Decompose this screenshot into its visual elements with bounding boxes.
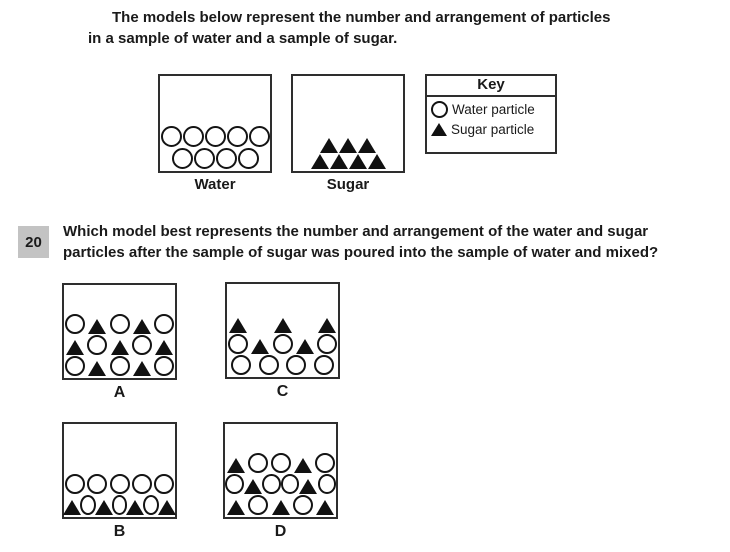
- particle-cell: [131, 361, 153, 376]
- model-figure-water: [158, 74, 272, 193]
- particle-cell: [227, 355, 255, 375]
- water-particle: [80, 495, 96, 515]
- option-figure-b[interactable]: [62, 422, 177, 541]
- water-particle: [227, 126, 248, 147]
- water-particle: [87, 335, 107, 355]
- option-c-label: C: [276, 383, 289, 400]
- particle-cell: [271, 334, 293, 354]
- sugar-particle: [158, 500, 176, 515]
- particle-cell: [226, 126, 248, 147]
- particle-cell: [159, 500, 175, 515]
- water-particle: [161, 126, 182, 147]
- particle-cell: [320, 138, 339, 153]
- particle-cell: [247, 495, 269, 515]
- particle-cell: [314, 453, 336, 473]
- key-entry-sugar-label: Sugar particle: [451, 122, 535, 137]
- water-particle: [154, 314, 174, 334]
- particle-cell: [244, 479, 263, 494]
- key-entry-sugar: [427, 118, 555, 137]
- water-particle: [216, 148, 237, 169]
- water-particle: [248, 453, 268, 473]
- water-particle: [228, 334, 248, 354]
- sugar-model-label: Sugar: [326, 176, 370, 193]
- sugar-particle: [63, 500, 81, 515]
- particle-cell: [283, 355, 311, 375]
- particle-cell: [329, 154, 348, 169]
- particle-cell: [339, 138, 358, 153]
- particle-cell: [271, 318, 293, 333]
- particle-cell: [86, 361, 108, 376]
- sugar-particle: [227, 458, 245, 473]
- intro-text: [88, 7, 688, 49]
- option-figure-d[interactable]: [223, 422, 338, 541]
- particle-cell: [108, 314, 130, 334]
- particle-cell: [237, 148, 259, 169]
- particle-cell: [86, 474, 108, 494]
- particle-cell: [64, 474, 86, 494]
- particle-cell: [269, 500, 291, 515]
- particle-cell: [281, 474, 300, 494]
- water-particle: [205, 126, 226, 147]
- sugar-particle: [296, 339, 314, 354]
- intro-line-2: in a sample of water and a sample of sugar.: [88, 30, 398, 47]
- sugar-particle: [358, 138, 376, 153]
- water-particle-icon: [431, 101, 448, 118]
- option-a-label: A: [113, 384, 126, 401]
- sugar-particle: [320, 138, 338, 153]
- sugar-particle-icon: [431, 123, 447, 136]
- water-particle: [271, 453, 291, 473]
- water-particle: [225, 474, 244, 494]
- particle-cell: [86, 319, 108, 334]
- particle-cell: [204, 126, 226, 147]
- particle-cell: [127, 500, 143, 515]
- particle-cell: [262, 474, 281, 494]
- particle-cell: [64, 500, 80, 515]
- particle-cell: [316, 318, 338, 333]
- sugar-particle: [66, 340, 84, 355]
- particle-cell: [153, 314, 175, 334]
- particle-cell: [255, 355, 283, 375]
- particle-cell: [348, 154, 367, 169]
- water-particle: [65, 474, 85, 494]
- water-particle: [132, 335, 152, 355]
- option-a-model-box[interactable]: [62, 283, 177, 380]
- water-particle: [183, 126, 204, 147]
- particle-cell: [153, 340, 175, 355]
- particle-cell: [171, 148, 193, 169]
- sugar-particle: [368, 154, 386, 169]
- key-entry-water: [427, 97, 555, 118]
- key-box: [425, 74, 557, 154]
- particle-cell: [227, 334, 249, 354]
- particle-cell: [215, 148, 237, 169]
- water-particle: [317, 334, 337, 354]
- particle-cell: [160, 126, 182, 147]
- particle-cell: [225, 474, 244, 494]
- sugar-particle: [274, 318, 292, 333]
- particle-cell: [131, 335, 153, 355]
- water-particle: [194, 148, 215, 169]
- particle-cell: [227, 318, 249, 333]
- water-particle: [65, 356, 85, 376]
- sugar-particle: [272, 500, 290, 515]
- water-particle: [110, 314, 130, 334]
- sugar-particle: [88, 361, 106, 376]
- water-particle: [293, 495, 313, 515]
- sugar-particle: [133, 319, 151, 334]
- particle-cell: [358, 138, 377, 153]
- water-particle: [315, 453, 335, 473]
- particle-cell: [299, 479, 318, 494]
- water-particle: [248, 495, 268, 515]
- option-figure-a[interactable]: [62, 283, 177, 402]
- particle-cell: [143, 495, 159, 515]
- particle-cell: [248, 126, 270, 147]
- option-b-model-box[interactable]: [62, 422, 177, 519]
- water-model-label: Water: [194, 176, 236, 193]
- particle-cell: [292, 458, 314, 473]
- key-title: Key: [427, 76, 555, 97]
- sugar-particle: [229, 318, 247, 333]
- sugar-particle: [95, 500, 113, 515]
- intro-line-1: The models below represent the number and arrangement of particles: [112, 9, 611, 26]
- option-d-model-box[interactable]: [223, 422, 338, 519]
- water-particle: [112, 495, 128, 515]
- sugar-particle: [251, 339, 269, 354]
- particle-cell: [269, 453, 291, 473]
- particle-cell: [310, 154, 329, 169]
- sugar-particle: [133, 361, 151, 376]
- question-line-1: Which model best represents the number and arrangement of the water and sugar: [63, 223, 649, 240]
- sugar-particle: [88, 319, 106, 334]
- option-b-label: B: [113, 523, 126, 540]
- water-particle: [132, 474, 152, 494]
- particle-cell: [310, 355, 338, 375]
- sugar-particle: [155, 340, 173, 355]
- particle-cell: [292, 495, 314, 515]
- water-particle: [238, 148, 259, 169]
- water-particle: [154, 356, 174, 376]
- particle-cell: [225, 458, 247, 473]
- particle-cell: [294, 339, 316, 354]
- water-particle: [143, 495, 159, 515]
- particle-cell: [193, 148, 215, 169]
- water-particle: [259, 355, 279, 375]
- particle-cell: [86, 335, 108, 355]
- model-figure-sugar: [291, 74, 405, 193]
- water-particle: [110, 474, 130, 494]
- water-particle: [249, 126, 270, 147]
- particle-cell: [153, 356, 175, 376]
- particle-cell: [96, 500, 112, 515]
- question-line-2: particles after the sample of sugar was poured into the sample of water and mixed?: [63, 244, 659, 261]
- particle-cell: [64, 356, 86, 376]
- water-particle: [154, 474, 174, 494]
- sugar-particle: [318, 318, 336, 333]
- water-particle: [65, 314, 85, 334]
- particle-cell: [249, 339, 271, 354]
- sugar-particle: [349, 154, 367, 169]
- water-particle: [172, 148, 193, 169]
- sugar-particle: [316, 500, 334, 515]
- particle-cell: [153, 474, 175, 494]
- option-figure-c[interactable]: [225, 282, 340, 401]
- sugar-particle: [294, 458, 312, 473]
- option-d-label: D: [274, 523, 287, 540]
- water-particle: [262, 474, 281, 494]
- particle-cell: [318, 474, 337, 494]
- particle-cell: [64, 314, 86, 334]
- particle-cell: [314, 500, 336, 515]
- sugar-particle: [227, 500, 245, 515]
- water-particle: [110, 356, 130, 376]
- particle-cell: [80, 495, 96, 515]
- water-particle: [87, 474, 107, 494]
- particle-cell: [108, 474, 130, 494]
- water-model-box: [158, 74, 272, 173]
- water-particle: [314, 355, 334, 375]
- water-particle: [318, 474, 337, 494]
- water-particle: [273, 334, 293, 354]
- water-particle: [286, 355, 306, 375]
- particle-cell: [225, 500, 247, 515]
- particle-cell: [108, 356, 130, 376]
- particle-cell: [247, 453, 269, 473]
- question-number-badge: 20: [18, 226, 49, 258]
- sugar-particle: [311, 154, 329, 169]
- sugar-particle: [339, 138, 357, 153]
- question-text: [63, 221, 730, 263]
- sugar-model-box: [291, 74, 405, 173]
- particle-cell: [131, 474, 153, 494]
- particle-cell: [367, 154, 386, 169]
- option-c-model-box[interactable]: [225, 282, 340, 379]
- particle-cell: [316, 334, 338, 354]
- sugar-particle: [111, 340, 129, 355]
- sugar-particle: [244, 479, 262, 494]
- particle-cell: [112, 495, 128, 515]
- water-particle: [281, 474, 300, 494]
- particle-cell: [108, 340, 130, 355]
- water-particle: [231, 355, 251, 375]
- key-entry-water-label: Water particle: [452, 102, 535, 117]
- particle-cell: [64, 340, 86, 355]
- sugar-particle: [330, 154, 348, 169]
- sugar-particle: [126, 500, 144, 515]
- particle-cell: [131, 319, 153, 334]
- sugar-particle: [299, 479, 317, 494]
- particle-cell: [182, 126, 204, 147]
